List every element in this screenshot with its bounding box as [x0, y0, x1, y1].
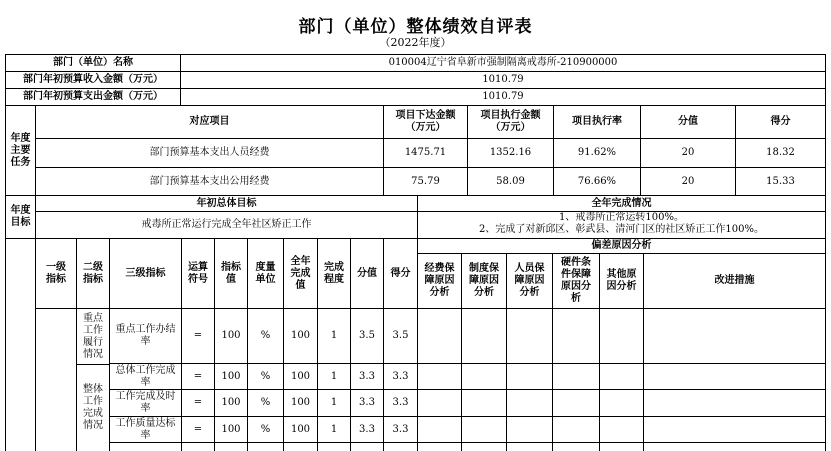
- indicator-unit: %: [260, 330, 271, 341]
- header-got: 得分: [770, 116, 791, 127]
- indicator-operator: =: [193, 397, 203, 408]
- header-level1: 一级 指标: [46, 261, 66, 285]
- header-got: 得分: [390, 267, 411, 279]
- indicator-target: 100: [221, 330, 241, 341]
- header-issued: 项目下达金额 （万元）: [395, 110, 456, 133]
- indicator-actual: 100: [290, 397, 311, 408]
- header-hardware-reason: 硬件条 件保障 原因分 析: [561, 257, 591, 304]
- header-target: 指标 值: [221, 261, 241, 285]
- indicator-target: 100: [221, 397, 241, 408]
- completion-line-2: 2、完成了对新邱区、彰武县、清河门区的社区矫正工作100%。: [479, 224, 764, 235]
- task-row-rate: 76.66%: [577, 175, 617, 187]
- indicator-unit: %: [260, 423, 271, 435]
- header-degree: 完成 程度: [324, 261, 344, 285]
- indicator-actual: 100: [290, 330, 311, 341]
- report-year: （2022年度）: [379, 36, 452, 49]
- completion-line-1: 1、戒毒所正常运转100%。: [559, 212, 684, 223]
- indicator-actual: 100: [290, 423, 311, 435]
- header-actual: 全年 完成 值: [290, 255, 311, 291]
- task-row-executed: 58.09: [496, 175, 525, 187]
- header-system-reason: 制度保 障原因 分析: [469, 263, 499, 298]
- indicator-operator: =: [193, 370, 203, 382]
- task-row-issued: 1475.71: [404, 147, 447, 158]
- indicator-got: 3.3: [392, 423, 409, 435]
- dept-name-label: 部门（单位）名称: [53, 57, 133, 68]
- header-level3: 三级指标: [125, 267, 166, 279]
- budget-income-label: 部门年初预算收入金额（万元）: [23, 74, 163, 85]
- indicator-operator: =: [193, 423, 203, 435]
- budget-income-value: 1010.79: [482, 74, 524, 85]
- indicator-degree: 1: [330, 370, 338, 382]
- indicator-unit: %: [260, 370, 271, 382]
- level3-indicator: 工作质量达标 率: [115, 417, 176, 441]
- level2-overall-work: 整体 工作 完成 情况: [83, 384, 103, 431]
- header-rate: 项目执行率: [572, 116, 622, 127]
- budget-expense-label: 部门年初预算支出金额（万元）: [23, 91, 163, 102]
- indicator-degree: 1: [330, 330, 338, 341]
- task-row-executed: 1352.16: [489, 147, 532, 158]
- header-level2: 二级 指标: [83, 261, 103, 285]
- task-row-score: 20: [681, 175, 695, 187]
- indicator-actual: 100: [290, 370, 311, 382]
- header-other-reason: 其他原 因分析: [606, 269, 637, 292]
- task-row-got: 18.32: [766, 147, 795, 158]
- indicator-score: 3.3: [359, 423, 375, 435]
- indicator-got: 3.3: [392, 397, 409, 408]
- task-row-score: 20: [681, 147, 695, 158]
- indicator-got: 3.3: [392, 370, 409, 382]
- header-fund-reason: 经费保 障原因 分析: [424, 263, 455, 298]
- indicator-score: 3.5: [359, 330, 375, 341]
- header-deviation: 偏差原因分析: [591, 240, 652, 251]
- annual-tasks-label: 年度 主要 任务: [10, 132, 31, 168]
- header-unit: 度量 单位: [255, 261, 276, 285]
- budget-expense-value: 1010.79: [482, 91, 524, 102]
- initial-goal-text: 戒毒所正常运行完成全年社区矫正工作: [141, 219, 312, 230]
- initial-goal-header: 年初总体目标: [196, 197, 257, 209]
- indicator-score: 3.3: [359, 370, 375, 382]
- dept-name-value: 010004辽宁省阜新市强制隔离戒毒所-210900000: [388, 57, 618, 68]
- indicator-target: 100: [221, 370, 241, 382]
- indicator-unit: %: [260, 397, 271, 408]
- level3-indicator: 工作完成及时 率: [115, 391, 176, 414]
- task-row-item: 部门预算基本支出人员经费: [149, 147, 270, 158]
- header-staff-reason: 人员保 障原因 分析: [514, 263, 545, 298]
- indicator-target: 100: [221, 423, 241, 435]
- task-row-got: 15.33: [766, 175, 795, 187]
- task-row-rate: 91.62%: [577, 147, 617, 158]
- indicator-degree: 1: [330, 423, 338, 435]
- header-executed: 项目执行金额 （万元）: [480, 110, 541, 133]
- header-item: 对应项目: [189, 116, 230, 127]
- level3-indicator: 重点工作办结 率: [115, 324, 176, 347]
- completion-header: 全年完成情况: [591, 197, 652, 209]
- indicator-degree: 1: [330, 397, 338, 408]
- annual-goals-label: 年度 目标: [10, 205, 31, 228]
- header-score: 分值: [678, 116, 698, 127]
- level3-indicator: 总体工作完成 率: [115, 364, 176, 388]
- header-operator: 运算 符号: [188, 261, 208, 285]
- header-score: 分值: [357, 267, 377, 279]
- indicator-got: 3.5: [392, 330, 409, 341]
- task-row-issued: 75.79: [411, 175, 440, 187]
- header-improvement: 改进措施: [714, 275, 755, 286]
- indicator-operator: =: [193, 330, 203, 341]
- level2-key-work: 重点 工作 履行 情况: [83, 312, 103, 360]
- page-title: 部门（单位）整体绩效自评表: [298, 17, 533, 37]
- indicator-score: 3.3: [359, 397, 375, 408]
- task-row-item: 部门预算基本支出公用经费: [149, 175, 270, 187]
